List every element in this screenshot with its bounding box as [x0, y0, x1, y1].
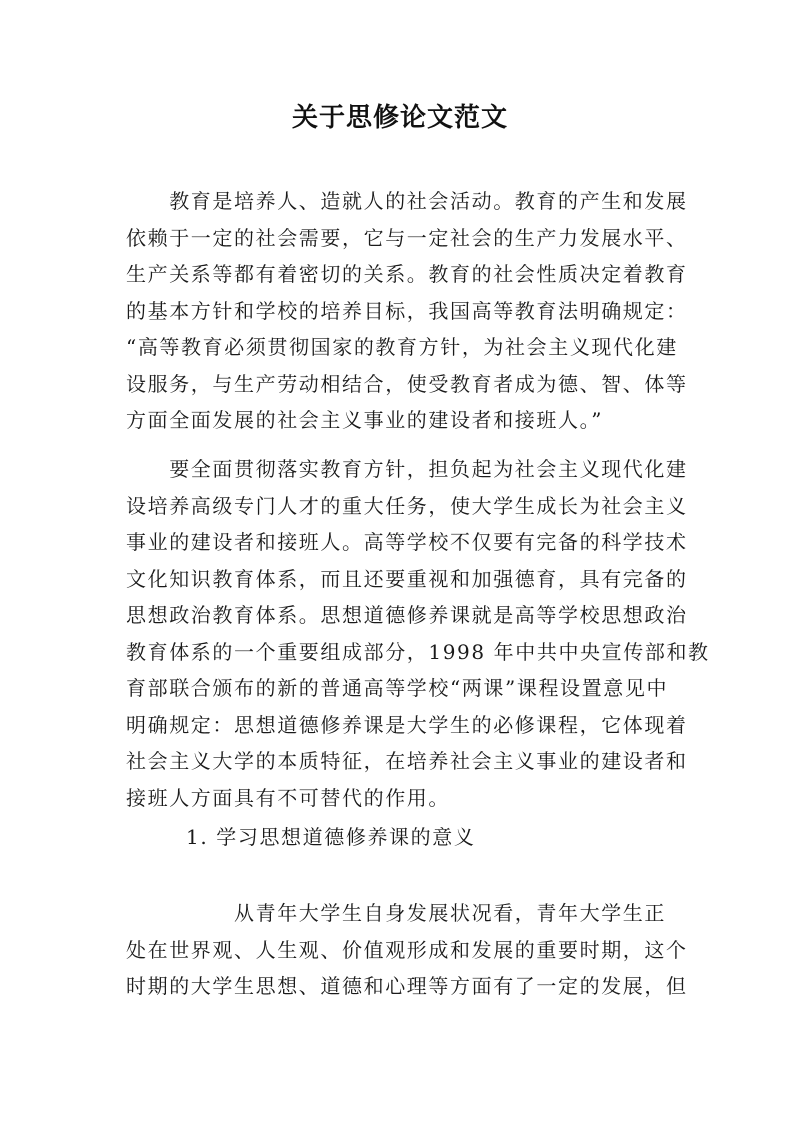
paragraph-line: 社会主义大学的本质特征，在培养社会主义事业的建设者和	[126, 749, 688, 773]
paragraph-line: 文化知识教育体系，而且还要重视和加强德育，具有完备的	[126, 566, 688, 591]
paragraph-line: 设培养高级专门人才的重大任务，使大学生成长为社会主义	[126, 493, 688, 518]
paragraph-line: 依赖于一定的社会需要，它与一定社会的生产力发展水平、	[126, 225, 688, 250]
document-title: 关于思修论文范文	[291, 103, 508, 133]
paragraph-line: 教育体系的一个重要组成部分，1998 年中共中央宣传部和教	[126, 639, 710, 664]
section-heading: 1. 学习思想道德修养课的意义	[186, 825, 476, 849]
paragraph-line: 从青年大学生自身发展状况看，青年大学生正	[126, 901, 666, 925]
paragraph-line: 接班人方面具有不可替代的作用。	[126, 785, 450, 810]
paragraph-line: 设服务，与生产劳动相结合，使受教育者成为德、智、体等	[126, 371, 688, 396]
paragraph-line: 生产关系等都有着密切的关系。教育的社会性质决定着教育	[126, 262, 688, 286]
paragraph-line: 处在世界观、人生观、价值观形成和发展的重要时期，这个	[126, 937, 688, 962]
paragraph-3	[126, 895, 688, 1005]
paragraph-line: 的基本方针和学校的培养目标，我国高等教育法明确规定：	[126, 298, 688, 323]
paragraph-line: 方面全面发展的社会主义事业的建设者和接班人。”	[126, 408, 604, 432]
paragraph-line: 要全面贯彻落实教育方针，担负起为社会主义现代化建	[126, 457, 688, 481]
paragraph-line: “高等教育必须贯彻国家的教育方针，为社会主义现代化建	[126, 335, 678, 359]
paragraph-line: 事业的建设者和接班人。高等学校不仅要有完备的科学技术	[126, 530, 688, 554]
paragraph-line: 明确规定：思想道德修养课是大学生的必修课程，它体现着	[126, 712, 688, 737]
paragraph-line: 思想政治教育体系。思想道德修养课就是高等学校思想政治	[126, 603, 688, 627]
paragraph-line: 教育是培养人、造就人的社会活动。教育的产生和发展	[126, 189, 688, 213]
paragraph-2	[126, 451, 710, 816]
paragraph-line: 育部联合颁布的新的普通高等学校“两课”课程设置意见中	[126, 676, 669, 700]
paragraph-1	[126, 183, 688, 439]
paragraph-line: 时期的大学生思想、道德和心理等方面有了一定的发展，但	[126, 974, 688, 998]
